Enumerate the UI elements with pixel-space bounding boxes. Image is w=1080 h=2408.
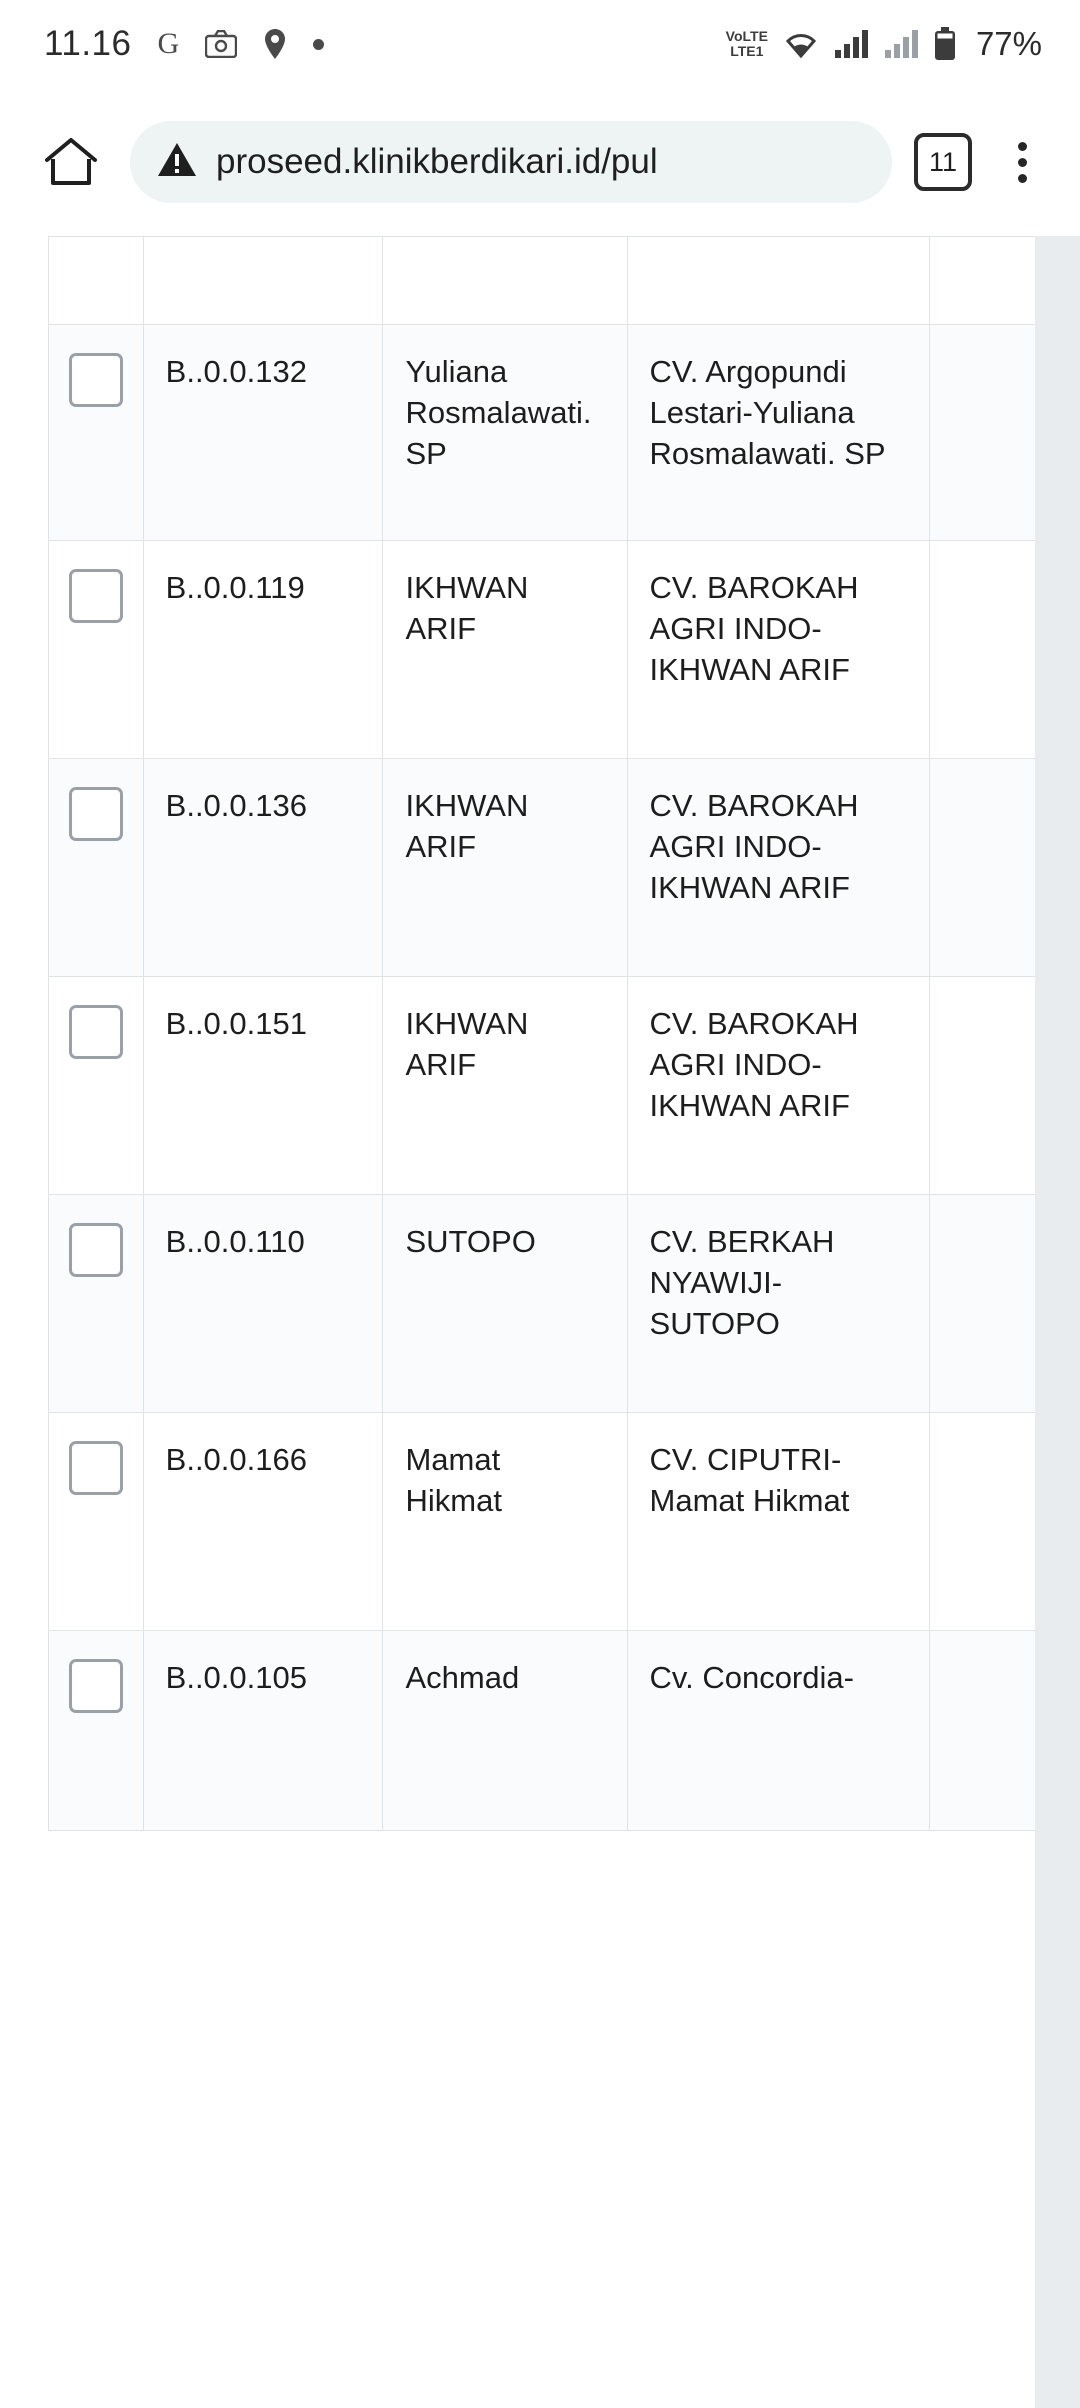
battery-icon [934, 27, 956, 61]
row-name-cell: SUTOPO [383, 1195, 627, 1413]
row-code-cell [143, 237, 383, 325]
battery-percent: 77% [975, 25, 1042, 62]
location-icon [263, 28, 287, 60]
google-icon: G [157, 27, 180, 60]
row-action-cell[interactable] [930, 325, 1035, 541]
row-company-cell [627, 237, 930, 325]
row-name-cell: IKHWAN ARIF [383, 759, 627, 977]
row-select-cell[interactable] [49, 1413, 144, 1631]
row-code-cell: B..0.0.166 [143, 1413, 383, 1631]
row-checkbox[interactable] [69, 353, 123, 407]
row-action-cell[interactable] [930, 759, 1035, 977]
row-action-cell[interactable] [930, 977, 1035, 1195]
row-checkbox[interactable] [69, 787, 123, 841]
web-page-viewport [0, 236, 1080, 2408]
row-name-cell: Yuliana Rosmalawati. SP [383, 325, 627, 541]
table-row[interactable] [49, 759, 1036, 977]
row-code-cell: B..0.0.105 [143, 1631, 383, 1831]
page-left-margin [0, 236, 48, 2408]
data-table [48, 236, 1035, 1831]
row-company-cell: CV. BAROKAH AGRI INDO-IKHWAN ARIF [627, 977, 930, 1195]
row-code-cell: B..0.0.151 [143, 977, 383, 1195]
row-name-cell [383, 237, 627, 325]
volte-label-bottom: LTE1 [730, 43, 764, 59]
row-select-cell[interactable] [49, 325, 144, 541]
row-checkbox[interactable] [69, 1005, 123, 1059]
table-row[interactable] [49, 1195, 1036, 1413]
row-action-cell[interactable] [930, 1631, 1035, 1831]
row-checkbox[interactable] [69, 1659, 123, 1713]
row-code-cell: B..0.0.119 [143, 541, 383, 759]
row-select-cell[interactable] [49, 977, 144, 1195]
row-checkbox[interactable] [69, 1441, 123, 1495]
volte-icon [726, 29, 768, 58]
row-action-cell[interactable] [930, 1195, 1035, 1413]
row-company-cell: CV. Argopundi Lestari-Yuliana Rosmalawati. SP [627, 325, 930, 541]
status-bar-right [726, 25, 1042, 63]
signal-icon [834, 29, 870, 59]
row-company-cell: CV. BERKAH NYAWIJI-SUTOPO [627, 1195, 930, 1413]
table-row[interactable] [49, 325, 1036, 541]
row-name-cell: IKHWAN ARIF [383, 541, 627, 759]
row-company-cell: CV. BAROKAH AGRI INDO-IKHWAN ARIF [627, 759, 930, 977]
page-content [0, 236, 1035, 2408]
row-name-cell: Achmad [383, 1631, 627, 1831]
volte-label-top: VoLTE [725, 28, 768, 45]
row-select-cell[interactable] [49, 1631, 144, 1831]
table-row[interactable] [49, 1413, 1036, 1631]
wifi-icon [782, 29, 820, 59]
data-table-container[interactable] [0, 236, 1035, 2408]
row-select-cell[interactable] [49, 759, 144, 977]
dot-icon [313, 39, 324, 50]
row-name-cell: Mamat Hikmat [383, 1413, 627, 1631]
row-name-cell: IKHWAN ARIF [383, 977, 627, 1195]
data-table-body [49, 237, 1036, 1831]
screenshot-icon [205, 30, 237, 58]
table-row[interactable] [49, 237, 1036, 325]
row-select-cell[interactable] [49, 237, 144, 325]
row-select-cell[interactable] [49, 1195, 144, 1413]
row-company-cell: CV. BAROKAH AGRI INDO-IKHWAN ARIF [627, 541, 930, 759]
row-select-cell[interactable] [49, 541, 144, 759]
row-action-cell[interactable] [930, 541, 1035, 759]
signal-secondary-icon [884, 29, 920, 59]
row-company-cell: CV. CIPUTRI-Mamat Hikmat [627, 1413, 930, 1631]
row-action-cell[interactable] [930, 1413, 1035, 1631]
tab-switcher-button[interactable]: 11 [914, 133, 972, 191]
row-code-cell: B..0.0.136 [143, 759, 383, 977]
overflow-menu-icon[interactable] [994, 125, 1050, 199]
row-company-cell: Cv. Concordia- [627, 1631, 930, 1831]
row-code-cell: B..0.0.132 [143, 325, 383, 541]
home-icon[interactable] [34, 125, 108, 199]
row-checkbox[interactable] [69, 569, 123, 623]
browser-toolbar [0, 88, 1080, 236]
row-checkbox[interactable] [69, 1223, 123, 1277]
address-bar[interactable] [130, 121, 892, 203]
table-row[interactable] [49, 541, 1036, 759]
address-bar-url: proseed.klinikberdikari.id/pul [216, 142, 658, 181]
row-code-cell: B..0.0.110 [143, 1195, 383, 1413]
status-bar-left [44, 24, 324, 64]
not-secure-warning-icon[interactable] [156, 141, 198, 184]
table-row[interactable] [49, 1631, 1036, 1831]
row-action-cell[interactable] [930, 237, 1035, 325]
table-row[interactable] [49, 977, 1036, 1195]
status-clock: 11.16 [44, 24, 132, 63]
status-bar [0, 0, 1080, 88]
